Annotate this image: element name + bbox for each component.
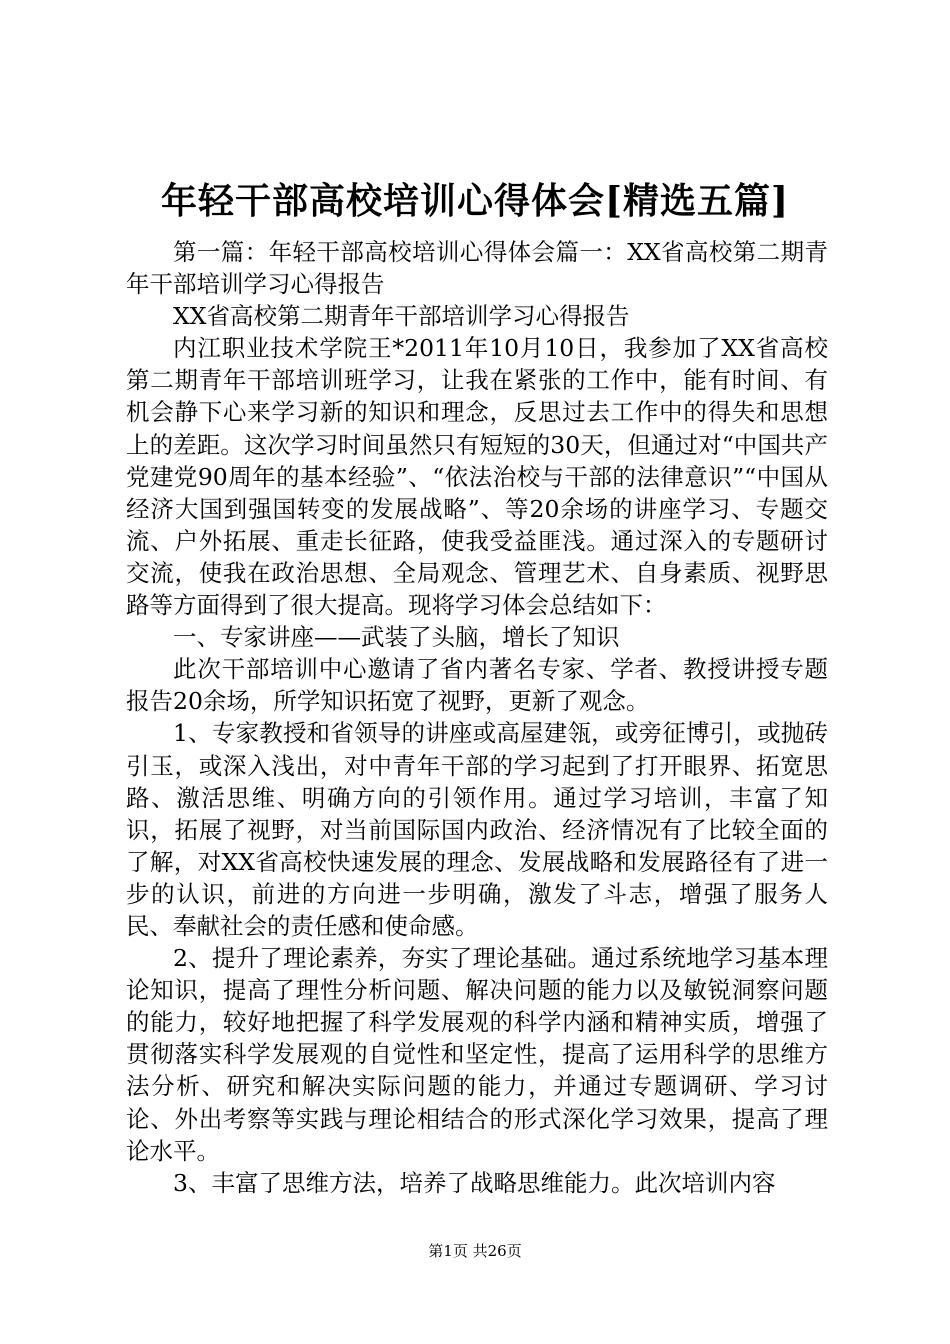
paragraph: 此次干部培训中心邀请了省内著名专家、学者、教授讲授专题报告20余场，所学知识拓宽了视野，更新了观念。	[126, 655, 828, 716]
paragraph: 第一篇：年轻干部高校培训心得体会篇一：XX省高校第二期青年干部培训学习心得报告	[126, 238, 828, 299]
section-heading: 一、专家讲座——武装了头脑，增长了知识	[173, 623, 620, 652]
paragraph: 3、丰富了思维方法，培养了战略思维能力。此次培训内容	[173, 1168, 776, 1197]
document-title: 年轻干部高校培训心得体会[精选五篇]	[160, 180, 790, 222]
paragraph: 1、专家教授和省领导的讲座或高屋建瓴，或旁征博引，或抛砖引玉，或深入浅出，对中青年干部的学习起到了打开眼界、拓宽思路、激活思维、明确方向的引领作用。通过学习培训，丰富了知识，拓展了视野，对当前国际国内政治、经济情况有了比较全面的了解，对XX省高校快速发展的理念、发展战略和发展路径有了进一步的认识，前进的方向进一步明确，激发了斗志，增强了服务人民、奉献社会的责任感和使命感。	[126, 719, 828, 940]
page-number-footer: 第1页 共26页	[428, 1242, 522, 1260]
paragraph: 内江职业技术学院王*2011年10月10日，我参加了XX省高校第二期青年干部培训班学习，让我在紧张的工作中，能有时间、有机会静下心来学习新的知识和理念，反思过去工作中的得失和思想上的差距。这次学习时间虽然只有短短的30天，但通过对“中国共产党建党90周年的基本经验”、“依法治校与干部的法律意识”“中国从经济大国到强国转变的发展战略”、等20余场的讲座学习、专题交流、户外拓展、重走长征路，使我受益匪浅。通过深入的专题研讨交流，使我在政治思想、全局观念、管理艺术、自身素质、视野思路等方面得到了很大提高。现将学习体会总结如下：	[126, 334, 828, 620]
paragraph: XX省高校第二期青年干部培训学习心得报告	[173, 302, 630, 331]
paragraph: 2、提升了理论素养，夯实了理论基础。通过系统地学习基本理论知识，提高了理性分析问题、解决问题的能力以及敏锐洞察问题的能力，较好地把握了科学发展观的科学内涵和精神实质，增强了贯彻落实科学发展观的自觉性和坚定性，提高了运用科学的思维方法分析、研究和解决实际问题的能力，并通过专题调研、学习讨论、外出考察等实践与理论相结合的形式深化学习效果，提高了理论水平。	[126, 944, 828, 1165]
document-body	[126, 236, 828, 1199]
